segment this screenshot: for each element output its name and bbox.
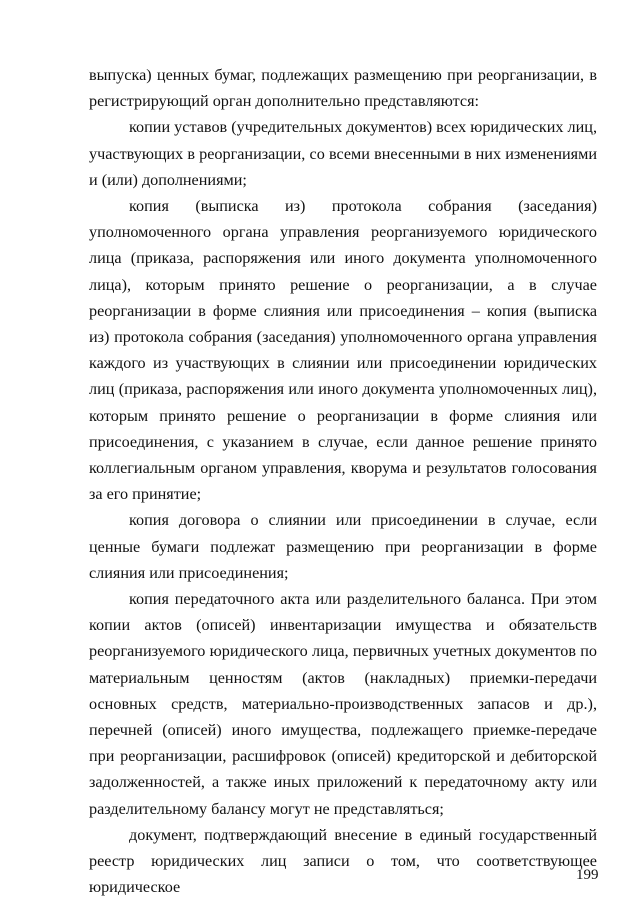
paragraph-charter-copies: копии уставов (учредительных документов) всех юридических лиц, участвующих в реорганизации, со всеми внесенными в них изменениями и (или) дополнениями; <box>89 118 598 189</box>
paragraph-merger-agreement: копия договора о слиянии или присоединении в случае, если ценные бумаги подлежат размещению при реорганизации в форме слияния или присоединения; <box>89 511 597 582</box>
paragraph-transfer-act: копия передаточного акта или разделительного баланса. При этом копии актов (описей) инвентаризации имущества и обязательств реорганизуемого юридического лица, первичных учетных документов по материальным ценностям (актов (накладных) приемки-передачи основных средств, материально-производственных запасов и др.), перечней (описей) иного имущества, подлежащего приемке-передаче при реорганизации, расшифровок (описей) кредиторской и дебиторской задолженностей, а также иных приложений к передаточному акту или разделительному балансу могут не представляться; <box>89 590 597 818</box>
paragraph-protocol-copy: копия (выписка из) протокола собрания (заседания) уполномоченного органа управления реорганизуемого юридического лица (приказа, распоряжения или иного документа уполномоченного лица), которым принято решение о реорганизации, а в случае реорганизации в форме слияния или присоединения – копия (выписка из) протокола собрания (заседания) уполномоченного органа управления каждого из участвующих в слиянии или присоединении юридических лиц (приказа, распоряжения или иного документа уполномоченных лиц), которым принято решение о реорганизации в форме слияния или присоединения, с указанием в случае, если данное решение принято коллегиальным органом управления, кворума и результатов голосования за его принятие; <box>89 197 597 504</box>
paragraph-continuation: выпуска) ценных бумаг, подлежащих размещению при реорганизации, в регистрирующий орган дополнительно представляются: <box>89 66 597 111</box>
page-number: 199 <box>576 867 599 883</box>
document-body <box>89 62 597 901</box>
paragraph-registry-document: документ, подтверждающий внесение в единый государственный реестр юридических лиц записи о том, что соответствующее юридическое <box>89 825 597 897</box>
